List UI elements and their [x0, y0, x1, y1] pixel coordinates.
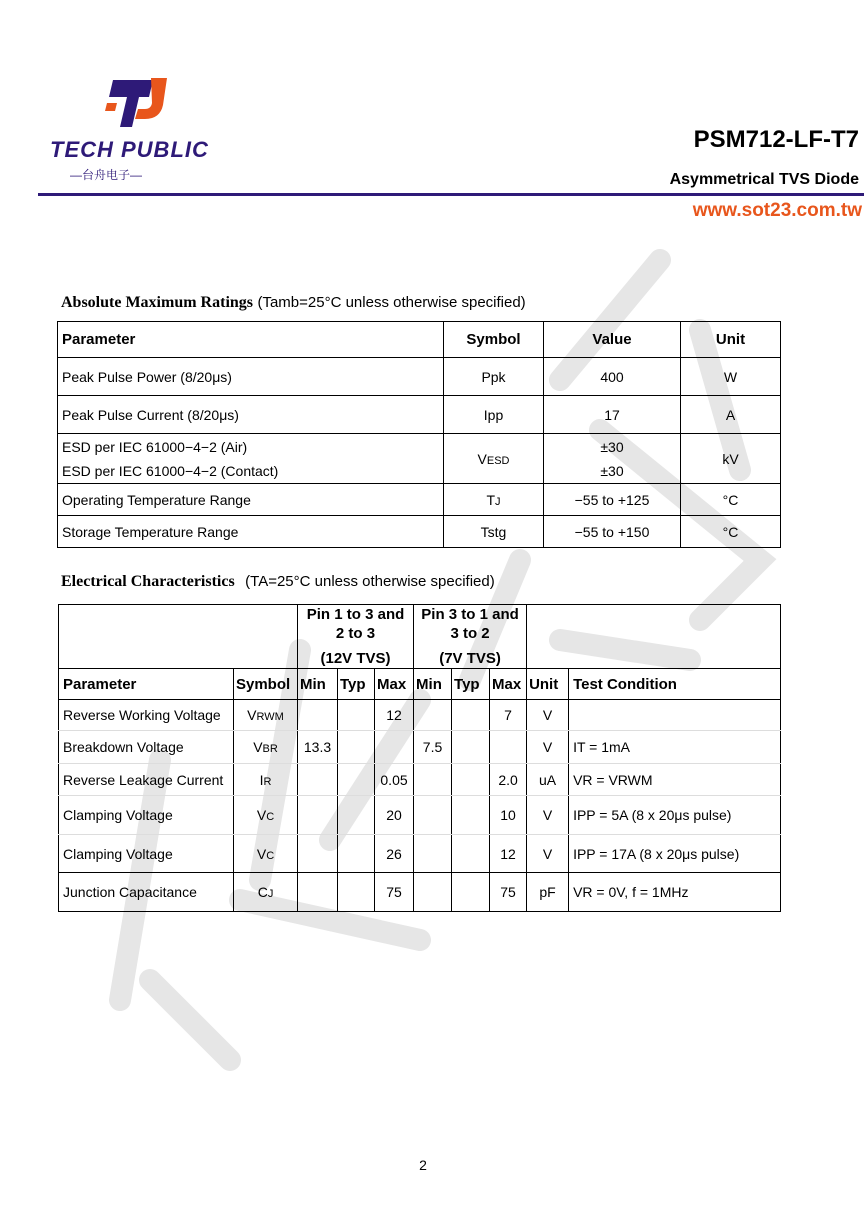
symbol-main: I [259, 771, 264, 788]
value-cell [414, 764, 452, 796]
table-row [58, 434, 781, 484]
value-text: −55 to +125 [574, 491, 650, 508]
electrical-characteristics-table [58, 604, 781, 912]
value-cell [544, 516, 681, 548]
header-cell: Test Condition [569, 669, 781, 700]
unit-cell: V [527, 835, 569, 873]
unit-cell: °C [681, 516, 781, 548]
value-cell [414, 796, 452, 835]
symbol-cell [444, 434, 544, 484]
table-header-row [58, 322, 781, 358]
abs-max-heading [61, 294, 526, 312]
value-cell: 12 [490, 835, 527, 873]
test-condition-cell: VR = 0V, f = 1MHz [569, 873, 781, 912]
group2-line: (7V TVS) [439, 650, 501, 667]
value-text: −55 to +150 [574, 523, 650, 540]
value-text: ±30 [600, 462, 624, 479]
symbol-cell [234, 731, 298, 764]
parameter-cell [58, 358, 444, 396]
value-cell [298, 796, 338, 835]
header-cell: Max [490, 669, 527, 700]
value-text: ±30 [600, 438, 624, 455]
unit-cell: uA [527, 764, 569, 796]
header-cell: Unit [681, 322, 781, 358]
symbol-main: V [253, 739, 263, 755]
value-cell [452, 700, 490, 731]
empty-cell [527, 605, 781, 669]
parameter-text: Storage Temperature Range [62, 523, 239, 540]
symbol-subscript: BR [262, 743, 278, 755]
test-condition-cell: IPP = 5A (8 x 20μs pulse) [569, 796, 781, 835]
table-row [58, 358, 781, 396]
value-cell [375, 731, 414, 764]
value-cell [544, 484, 681, 516]
parameter-cell: Reverse Leakage Current [59, 764, 234, 796]
value-cell: 13.3 [298, 731, 338, 764]
parameter-text: Operating Temperature Range [62, 491, 251, 508]
value-cell [452, 796, 490, 835]
parameter-text: Peak Pulse Current (8/20μs) [62, 406, 239, 423]
value-cell [544, 358, 681, 396]
absolute-maximum-ratings-table [57, 321, 781, 548]
test-condition-cell: IT = 1mA [569, 731, 781, 764]
header-cell: Symbol [444, 322, 544, 358]
symbol-subscript: J [267, 888, 274, 900]
test-condition-cell [569, 700, 781, 731]
header-cell: Unit [527, 669, 569, 700]
value-cell [490, 731, 527, 764]
symbol-subscript: R [263, 775, 272, 788]
symbol-main: C [257, 884, 268, 900]
header-cell: Typ [338, 669, 375, 700]
group1-header [298, 605, 414, 669]
value-cell [298, 700, 338, 731]
value-cell [452, 873, 490, 912]
parameter-text: Peak Pulse Power (8/20μs) [62, 368, 232, 385]
symbol-cell [444, 358, 544, 396]
product-description: Asymmetrical TVS Diode [669, 171, 859, 188]
value-cell [298, 835, 338, 873]
symbol-subscript: ESD [486, 454, 510, 467]
value-cell [414, 835, 452, 873]
value-cell [338, 731, 375, 764]
value-cell: 2.0 [490, 764, 527, 796]
header-cell: Min [414, 669, 452, 700]
value-cell [452, 731, 490, 764]
value-cell [338, 796, 375, 835]
value-cell: 7 [490, 700, 527, 731]
elec-heading [61, 573, 495, 591]
elec-note: (TA=25°C unless otherwise specified) [245, 573, 495, 590]
value-cell [338, 700, 375, 731]
value-cell [414, 873, 452, 912]
table-row [59, 700, 781, 731]
symbol-main: V [477, 450, 487, 467]
abs-max-note: (Tamb=25°C unless otherwise specified) [257, 294, 526, 311]
value-cell [298, 873, 338, 912]
page-number: 2 [419, 1157, 427, 1173]
table-row [59, 731, 781, 764]
value-cell [338, 835, 375, 873]
symbol-subscript: RWM [256, 711, 284, 723]
value-cell: 10 [490, 796, 527, 835]
symbol-main: V [256, 845, 267, 862]
symbol-cell [444, 396, 544, 434]
unit-cell: A [681, 396, 781, 434]
group1-line: 2 to 3 [335, 625, 376, 642]
value-cell [338, 764, 375, 796]
unit-cell: V [527, 700, 569, 731]
table-row [59, 873, 781, 912]
symbol-cell [444, 516, 544, 548]
value-cell [298, 764, 338, 796]
value-cell [452, 835, 490, 873]
logo-chinese-text: —台舟电子— [70, 168, 143, 182]
abs-max-title: Absolute Maximum Ratings [61, 294, 254, 311]
value-cell [414, 700, 452, 731]
symbol-cell [234, 700, 298, 731]
value-cell: 0.05 [375, 764, 414, 796]
header-cell: Parameter [58, 322, 444, 358]
value-cell: 26 [375, 835, 414, 873]
parameter-cell: Breakdown Voltage [59, 731, 234, 764]
value-cell [544, 396, 681, 434]
symbol-main: Ppk [481, 368, 506, 385]
header-cell: Max [375, 669, 414, 700]
parameter-text: ESD per IEC 61000−4−2 (Contact) [62, 462, 279, 479]
symbol-main: Tstg [480, 523, 507, 540]
unit-cell: V [527, 796, 569, 835]
symbol-subscript: J [495, 495, 501, 508]
unit-cell: kV [681, 434, 781, 484]
symbol-main: T [486, 491, 496, 508]
parameter-cell [58, 434, 444, 484]
parameter-cell: Reverse Working Voltage [59, 700, 234, 731]
symbol-cell [234, 796, 298, 835]
table-row [59, 764, 781, 796]
tech-public-logo-icon [105, 75, 170, 130]
table-row [58, 484, 781, 516]
table-header-row [59, 669, 781, 700]
value-cell [338, 873, 375, 912]
symbol-main: V [256, 807, 267, 823]
unit-cell: W [681, 358, 781, 396]
group1-line: (12V TVS) [320, 650, 391, 667]
unit-cell: V [527, 731, 569, 764]
group2-line: 3 to 2 [450, 625, 490, 642]
table-row [58, 516, 781, 548]
unit-cell: pF [527, 873, 569, 912]
value-cell [544, 434, 681, 484]
table-row [59, 835, 781, 873]
group-header-row [59, 605, 781, 669]
symbol-subscript: C [266, 811, 275, 823]
empty-cell [59, 605, 298, 669]
value-cell: 75 [490, 873, 527, 912]
value-cell: 7.5 [414, 731, 452, 764]
table-row [58, 396, 781, 434]
parameter-cell [58, 484, 444, 516]
parameter-cell: Clamping Voltage [59, 796, 234, 835]
header-cell: Typ [452, 669, 490, 700]
value-cell: 20 [375, 796, 414, 835]
symbol-cell [444, 484, 544, 516]
part-number: PSM712-LF-T7 [693, 126, 859, 153]
table-row [59, 796, 781, 835]
parameter-cell [58, 396, 444, 434]
parameter-cell: Clamping Voltage [59, 835, 234, 873]
value-text: 400 [600, 368, 624, 385]
symbol-cell [234, 764, 298, 796]
symbol-main: V [247, 707, 257, 723]
header-cell: Min [298, 669, 338, 700]
symbol-main: Ipp [483, 406, 504, 423]
website-link[interactable]: www.sot23.com.tw [692, 200, 862, 221]
value-cell: 12 [375, 700, 414, 731]
header-divider [38, 193, 864, 196]
value-cell [452, 764, 490, 796]
elec-title: Electrical Characteristics [61, 573, 235, 590]
parameter-cell: Junction Capacitance [59, 873, 234, 912]
header-cell: Value [544, 322, 681, 358]
group1-line: Pin 1 to 3 and [306, 606, 405, 623]
group2-line: Pin 3 to 1 and [421, 606, 519, 623]
parameter-text: ESD per IEC 61000−4−2 (Air) [62, 438, 248, 455]
unit-cell: °C [681, 484, 781, 516]
header-cell: Symbol [234, 669, 298, 700]
header-cell: Parameter [59, 669, 234, 700]
logo-text: TECH PUBLIC [50, 137, 209, 162]
symbol-subscript: C [266, 849, 275, 862]
parameter-cell [58, 516, 444, 548]
value-text: 17 [604, 406, 620, 423]
group2-header [414, 605, 527, 669]
symbol-cell [234, 873, 298, 912]
test-condition-cell: VR = VRWM [569, 764, 781, 796]
value-cell: 75 [375, 873, 414, 912]
test-condition-cell: IPP = 17A (8 x 20μs pulse) [569, 835, 781, 873]
symbol-cell [234, 835, 298, 873]
